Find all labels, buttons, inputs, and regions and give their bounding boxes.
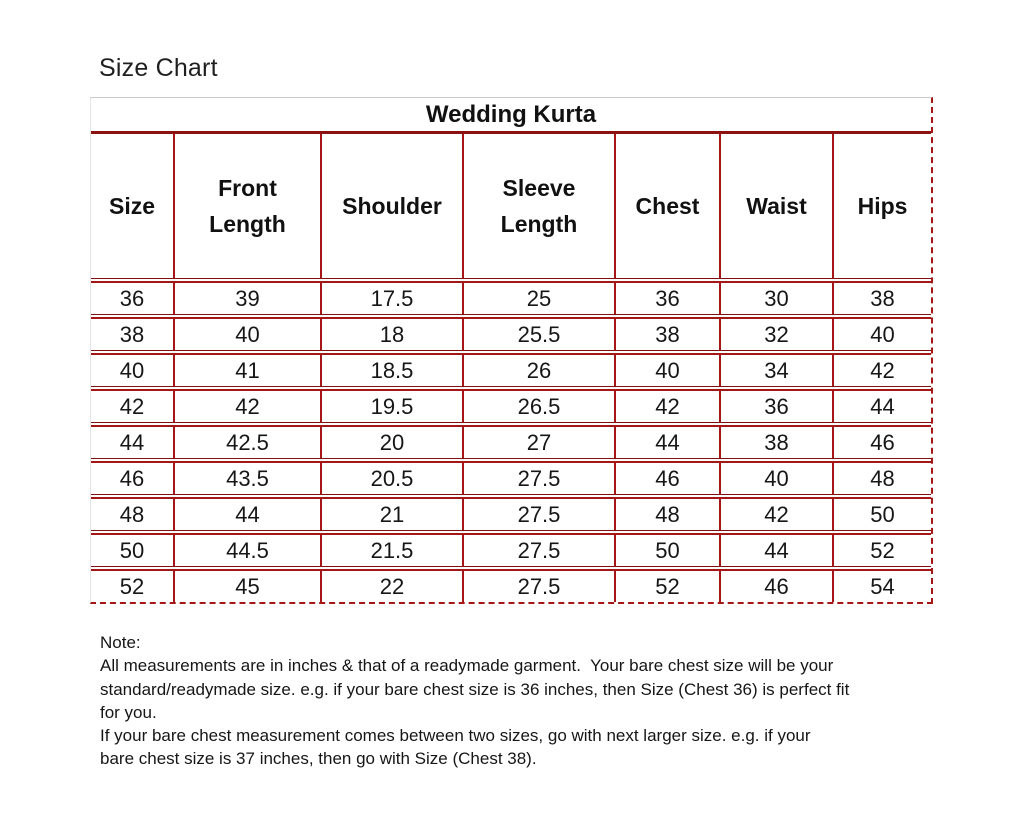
size-chart-table <box>90 97 933 604</box>
table-cell: 21 <box>322 499 464 530</box>
table-cell: 32 <box>721 319 834 350</box>
table-cell: 45 <box>175 571 322 602</box>
table-cell: 25.5 <box>464 319 616 350</box>
table-cell: 40 <box>175 319 322 350</box>
table-cell: 34 <box>721 355 834 386</box>
table-cell: 54 <box>870 573 895 599</box>
table-cell: 27.5 <box>464 499 616 530</box>
table-cell: 27.5 <box>464 463 616 494</box>
table-row <box>91 569 931 602</box>
table-cell: 43.5 <box>175 463 322 494</box>
table-cell: 42 <box>870 357 895 383</box>
table-cell: 44 <box>616 427 721 458</box>
table-cell: 42 <box>175 391 322 422</box>
table-cell: 40 <box>616 355 721 386</box>
column-header-shoulder: Shoulder <box>322 134 464 278</box>
table-cell: 26 <box>464 355 616 386</box>
note-line: If your bare chest measurement comes between two sizes, go with next larger size. e.g. if your <box>100 726 811 746</box>
table-cell: 18.5 <box>322 355 464 386</box>
table-cell: 38 <box>870 285 895 311</box>
column-header-size: Size <box>91 134 175 278</box>
note-line: for you. <box>100 702 157 722</box>
table-cell: 17.5 <box>322 283 464 314</box>
table-cell: 38 <box>721 427 834 458</box>
table-row <box>91 353 931 387</box>
table-cell: 21.5 <box>322 535 464 566</box>
table-cell: 22 <box>322 571 464 602</box>
table-cell: 48 <box>91 499 175 530</box>
table-cell: 30 <box>721 283 834 314</box>
table-row <box>91 425 931 459</box>
table-cell: 42 <box>616 391 721 422</box>
table-cell: 27.5 <box>464 571 616 602</box>
table-cell: 48 <box>616 499 721 530</box>
page-title: Size Chart <box>99 54 218 82</box>
table-cell: 44.5 <box>175 535 322 566</box>
table-cell: 25 <box>464 283 616 314</box>
table-cell: 39 <box>175 283 322 314</box>
table-cell: 40 <box>721 463 834 494</box>
note-lines <box>100 654 980 770</box>
table-cell: 38 <box>91 319 175 350</box>
table-cell: 36 <box>721 391 834 422</box>
table-cell: 44 <box>870 393 895 419</box>
note-line: bare chest size is 37 inches, then go with Size (Chest 38). <box>100 749 537 769</box>
table-cell: 40 <box>91 355 175 386</box>
table-cell: 48 <box>870 465 895 491</box>
table-cell: 52 <box>91 571 175 602</box>
table-header-row <box>91 134 931 279</box>
table-cell: 52 <box>616 571 721 602</box>
table-banner-row <box>91 98 931 134</box>
table-cell: 20.5 <box>322 463 464 494</box>
table-cell: 27.5 <box>464 535 616 566</box>
table-cell: 44 <box>175 499 322 530</box>
table-cell: 27 <box>464 427 616 458</box>
column-header-waist: Waist <box>721 134 834 278</box>
table-cell: 52 <box>870 537 895 563</box>
table-cell: 46 <box>616 463 721 494</box>
table-cell: 42 <box>721 499 834 530</box>
table-cell: 26.5 <box>464 391 616 422</box>
table-row <box>91 461 931 495</box>
table-cell: 36 <box>91 283 175 314</box>
table-cell: 44 <box>91 427 175 458</box>
table-row <box>91 389 931 423</box>
table-row <box>91 317 931 351</box>
table-cell: 36 <box>616 283 721 314</box>
product-name: Wedding Kurta <box>425 100 597 128</box>
table-row <box>91 281 931 315</box>
table-cell: 50 <box>616 535 721 566</box>
table-cell: 46 <box>721 571 834 602</box>
table-cell: 40 <box>870 321 895 347</box>
table-cell: 42.5 <box>175 427 322 458</box>
column-header-front-length: Front Length <box>175 134 322 278</box>
table-cell: 41 <box>175 355 322 386</box>
table-cell: 50 <box>870 501 895 527</box>
table-cell: 42 <box>91 391 175 422</box>
table-cell: 19.5 <box>322 391 464 422</box>
note-block <box>100 631 980 771</box>
table-cell: 18 <box>322 319 464 350</box>
column-header-hips: Hips <box>857 193 908 219</box>
table-row <box>91 533 931 567</box>
column-header-chest: Chest <box>616 134 721 278</box>
table-cell: 46 <box>91 463 175 494</box>
table-body <box>91 281 931 602</box>
note-label: Note: <box>100 633 141 652</box>
column-header-sleeve-length: Sleeve Length <box>464 134 616 278</box>
table-row <box>91 497 931 531</box>
note-line: standard/readymade size. e.g. if your bare chest size is 36 inches, then Size (Chest 36) is perfect fit <box>100 679 850 699</box>
table-cell: 38 <box>616 319 721 350</box>
note-line: All measurements are in inches & that of a readymade garment. Your bare chest size will be your <box>100 656 834 676</box>
table-cell: 44 <box>721 535 834 566</box>
table-cell: 50 <box>91 535 175 566</box>
table-cell: 46 <box>870 429 895 455</box>
table-cell: 20 <box>322 427 464 458</box>
